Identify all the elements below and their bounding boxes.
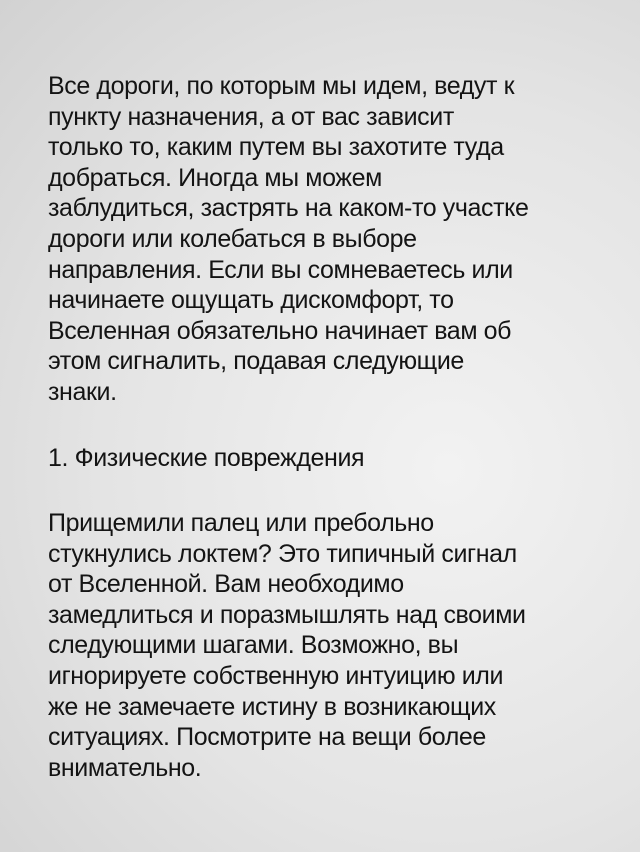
section-heading: 1. Физические повреждения [48, 444, 365, 472]
intro-paragraph: Все дороги, по которым мы идем, ведут к пункту назначения, а от вас зависит только то, каким путем вы захотите туда добраться. Иногда мы можем заблудиться, застрять на каком-то участке дороги или колебаться в выборе направления. Если вы сомневаетесь или начинаете ощущать дискомфорт, то Вселенная обязательно начинает вам об этом сигналить, подавая следующие знаки. [48, 72, 529, 406]
section-paragraph: Прищемили палец или пребольно стукнулись локтем? Это типичный сигнал от Вселенной. Вам необходимо замедлиться и поразмышлять над своими следующими шагами. Возможно, вы игнорируете собственную интуицию или же не замечаете истину в возникающих ситуациях. Посмотрите на вещи более внимательно. [48, 509, 526, 782]
